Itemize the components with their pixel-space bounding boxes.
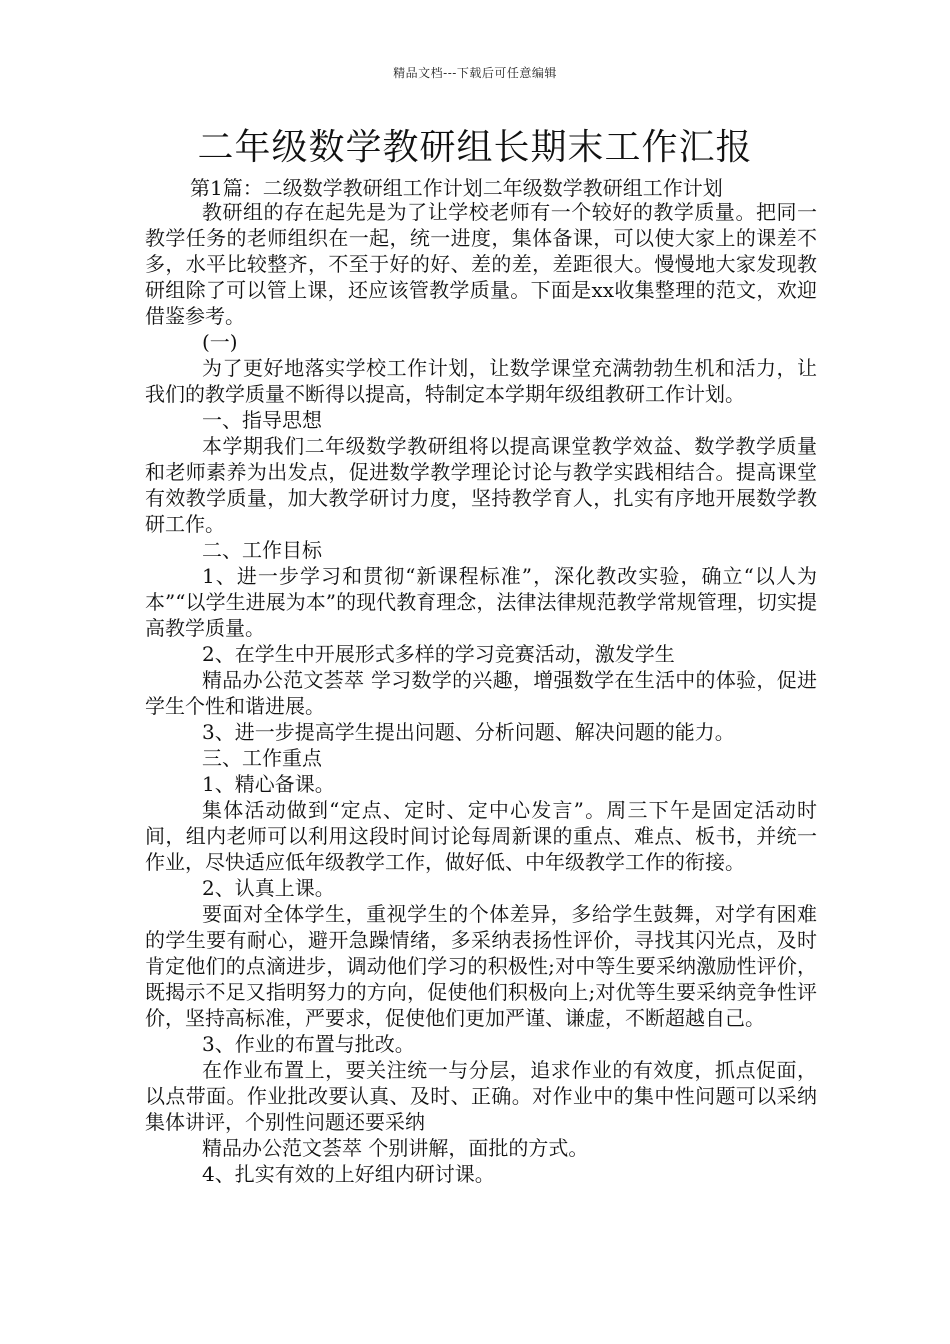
paragraph-prepare-lessons: 集体活动做到“定点、定时、定中心发言”。周三下午是固定活动时间，组内老师可以利用这段时间讨论每周新课的重点、难点、板书，并统一作业，尽快适应低年级教学工作，做好低、中年级教学工作的衔接。 [145, 798, 817, 874]
paragraph-purpose: 为了更好地落实学校工作计划，让数学课堂充满勃勃生机和活力，让我们的教学质量不断得以提高，特制定本学期年级组教研工作计划。 [145, 356, 817, 406]
heading-prepare-lessons: 1、精心备课。 [202, 772, 335, 796]
paragraph-intro: 教研组的存在起先是为了让学校老师有一个较好的教学质量。把同一教学任务的老师组织在一起，统一进度，集体备课，可以使大家上的课差不多，水平比较整齐，不至于好的好、差的差，差距很大。慢慢地大家发现教研组除了可以管上课，还应该管教学质量。下面是xx收集整理的范文，欢迎借鉴参考。 [145, 200, 817, 328]
paragraph-guiding-thought: 本学期我们二年级数学教研组将以提高课堂教学效益、数学教学质量和老师素养为出发点，促进数学教学理论讨论与教学实践相结合。提高课堂有效教学质量，加大教学研讨力度，坚持教学育人，扎实有序地开展数学教研工作。 [145, 434, 817, 536]
section-marker: (一) [202, 330, 238, 354]
heading-guiding-thought: 一、指导思想 [202, 408, 322, 432]
heading-work-focus: 三、工作重点 [202, 746, 322, 770]
heading-teach-class: 2、认真上课。 [202, 876, 335, 900]
heading-work-goals: 二、工作目标 [202, 538, 322, 562]
paragraph-homework: 在作业布置上，要关注统一与分层，追求作业的有效度，抓点促面，以点带面。作业批改要认真、及时、正确。对作业中的集中性问题可以采纳集体讲评，个别性问题还要采纳 [145, 1058, 817, 1134]
paragraph-goal-2: 2、在学生中开展形式多样的学习竞赛活动，激发学生 [202, 642, 675, 666]
header-note: 精品文档---下载后可任意编辑 [393, 66, 557, 80]
document-title: 二年级数学教研组长期末工作汇报 [197, 127, 753, 168]
paragraph-goal-2-cont: 精品办公范文荟萃 学习数学的兴趣，增强数学在生活中的体验，促进学生个性和谐进展。 [145, 668, 817, 718]
paragraph-teach-class: 要面对全体学生，重视学生的个体差异，多给学生鼓舞，对学有困难的学生要有耐心，避开急躁情绪，多采纳表扬性评价，寻找其闪光点，及时肯定他们的点滴进步，调动他们学习的积极性;对中等生要采纳激励性评价，既揭示不足又指明努力的方向，促使他们积极向上;对优等生要采纳竞争性评价，坚持高标准，严要求，促使他们更加严谨、谦虚，不断超越自己。 [145, 902, 817, 1030]
document-body [145, 199, 817, 1187]
paragraph-goal-3: 3、进一步提高学生提出问题、分析问题、解决问题的能力。 [202, 720, 735, 744]
document-subtitle: 第1篇：二级数学教研组工作计划二年级数学教研组工作计划 [190, 176, 723, 200]
heading-homework: 3、作业的布置与批改。 [202, 1032, 415, 1056]
paragraph-goal-1: 1、进一步学习和贯彻“新课程标准”，深化教改实验，确立“以人为本”“以学生进展为本”的现代教育理念，法律法律规范教学常规管理，切实提高教学质量。 [145, 564, 817, 640]
heading-research-lessons: 4、扎实有效的上好组内研讨课。 [202, 1162, 495, 1186]
paragraph-homework-cont: 精品办公范文荟萃 个别讲解，面批的方式。 [202, 1136, 589, 1160]
